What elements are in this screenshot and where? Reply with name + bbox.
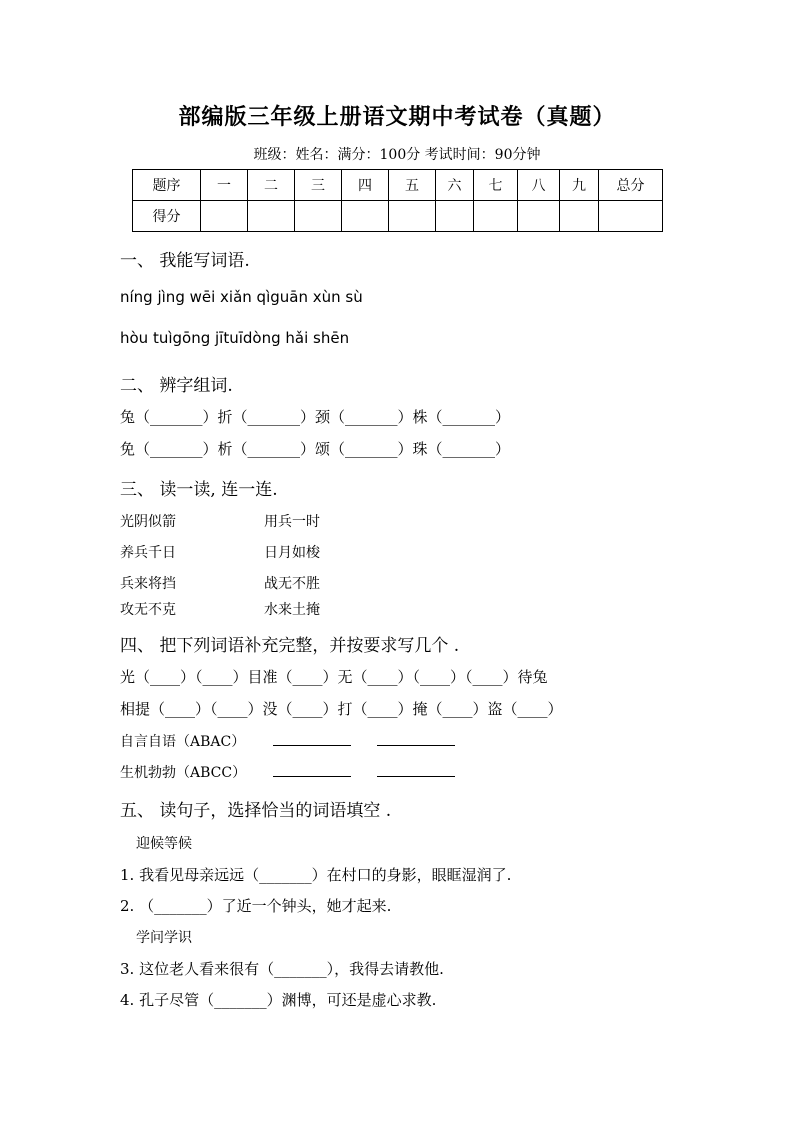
match-right-item[interactable]: 水来土掩 [264, 602, 320, 618]
pattern-label-abac: 自言自语（ABAC） [120, 734, 246, 750]
table-cell: 二 [248, 170, 295, 201]
word-choices-2: 学问学识 [136, 930, 192, 946]
exam-info: 班级：姓名：满分：100分 考试时间：90分钟 [253, 147, 541, 163]
table-cell: 三 [295, 170, 342, 201]
table-cell: 八 [518, 170, 560, 201]
table-cell: 一 [201, 170, 248, 201]
table-cell: 九 [560, 170, 599, 201]
answer-blank[interactable] [273, 731, 351, 746]
score-entry-cell[interactable] [248, 201, 295, 232]
answer-blank[interactable] [273, 762, 351, 777]
idiom-fill-row-2: 相提（____）（____）没（____）打（____）掩（____）盗（____） [120, 700, 563, 718]
answer-blank[interactable] [377, 731, 455, 746]
sentence-3: 3. 这位老人看来很有（_______），我得去请教他. [120, 960, 444, 978]
char-group-row-1: 兔（_______）折（_______）颈（_______）株（_______） [120, 408, 511, 426]
score-entry-cell[interactable] [599, 201, 663, 232]
section-3-heading: 三、 读一读, 连一连. [120, 480, 278, 500]
table-cell: 七 [474, 170, 518, 201]
score-table [132, 169, 663, 232]
table-cell: 六 [436, 170, 474, 201]
answer-blank[interactable] [377, 762, 455, 777]
page-title: 部编版三年级上册语文期中考试卷（真题） [178, 104, 616, 130]
section-5-heading: 五、 读句子，选择恰当的词语填空 . [120, 801, 392, 821]
table-cell: 总分 [599, 170, 663, 201]
section-2-heading: 二、 辨字组词. [120, 376, 233, 396]
word-choices-1: 迎候等候 [136, 836, 192, 852]
table-cell: 题序 [133, 170, 201, 201]
table-cell: 得分 [133, 201, 201, 232]
score-table-header-row [133, 170, 663, 201]
section-4-heading: 四、 把下列词语补充完整，并按要求写几个 . [120, 636, 460, 656]
score-entry-cell[interactable] [436, 201, 474, 232]
score-table-score-row [133, 201, 663, 232]
sentence-4: 4. 孔子尽管（_______）渊博，可还是虚心求教. [120, 991, 437, 1009]
sentence-1: 1. 我看见母亲远远（_______）在村口的身影，眼眶湿润了. [120, 866, 512, 884]
pinyin-line-2: hòu tuìgōng jītuīdòng hǎi shēn [120, 329, 350, 347]
pinyin-line-1: níng jìng wēi xiǎn qìguān xùn sù [120, 288, 363, 306]
score-entry-cell[interactable] [342, 201, 389, 232]
score-entry-cell[interactable] [560, 201, 599, 232]
score-entry-cell[interactable] [389, 201, 436, 232]
match-left-item[interactable]: 养兵千日 [120, 545, 176, 561]
match-left-item[interactable]: 攻无不克 [120, 602, 176, 618]
score-entry-cell[interactable] [295, 201, 342, 232]
score-entry-cell[interactable] [518, 201, 560, 232]
match-left-item[interactable]: 兵来将挡 [120, 576, 176, 592]
sentence-2: 2. （_______）了近一个钟头，她才起来. [120, 897, 392, 915]
score-entry-cell[interactable] [474, 201, 518, 232]
match-right-item[interactable]: 日月如梭 [264, 545, 320, 561]
match-left-item[interactable]: 光阴似箭 [120, 514, 176, 530]
section-1-heading: 一、 我能写词语. [120, 251, 250, 271]
match-right-item[interactable]: 战无不胜 [264, 576, 320, 592]
table-cell: 五 [389, 170, 436, 201]
pattern-label-abcc: 生机勃勃（ABCC） [120, 765, 247, 781]
char-group-row-2: 免（_______）析（_______）颂（_______）珠（_______） [120, 440, 511, 458]
idiom-fill-row-1: 光（____）（____）目准（____）无（____）（____）（____）待兔 [120, 668, 548, 686]
table-cell: 四 [342, 170, 389, 201]
match-right-item[interactable]: 用兵一时 [264, 514, 320, 530]
score-entry-cell[interactable] [201, 201, 248, 232]
